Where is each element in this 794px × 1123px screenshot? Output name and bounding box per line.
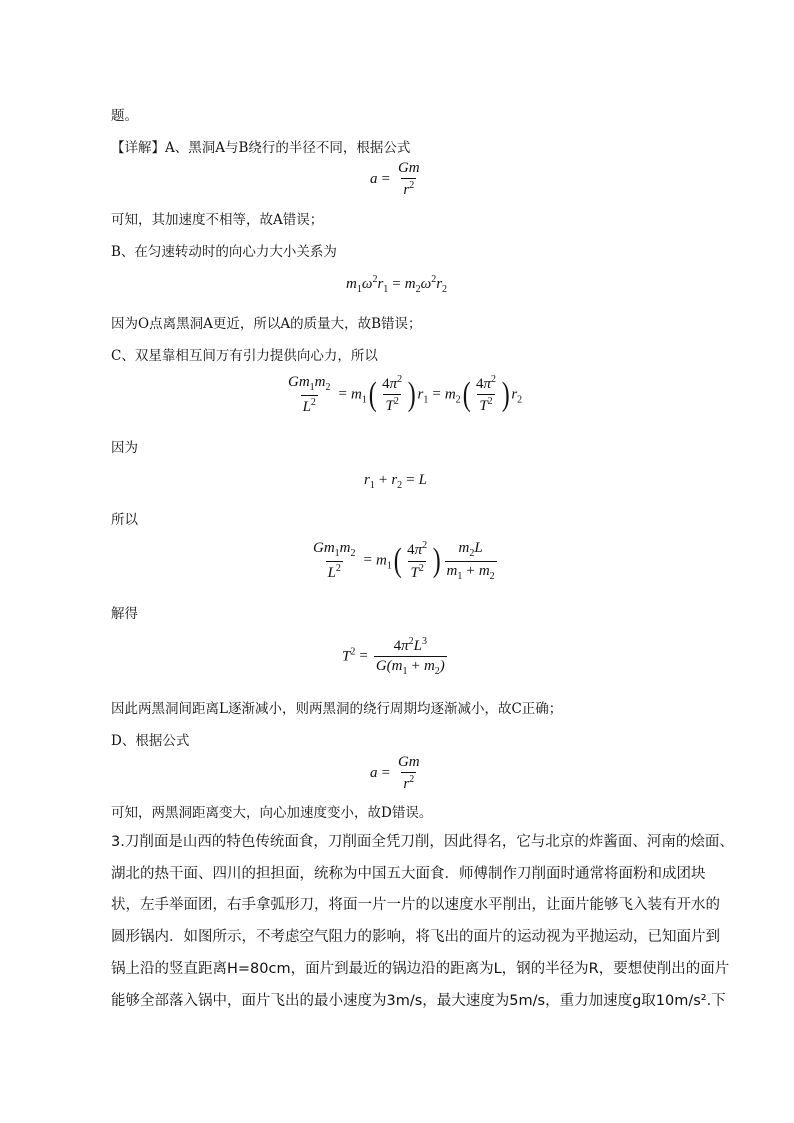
equation-centripetal-force: $m_1\omega^2r_1 = m_2\omega^2r_2$ xyxy=(346,274,448,295)
text-line: 解得 xyxy=(111,606,138,622)
equation-substitution: $\frac{Gm_1m_2}{L^2}$ = $m_1$( $\frac{4\pi^2}{T^2}$ ) $\frac{m_2L}{m_1 + m_2}$ xyxy=(313,540,495,582)
question-line: 圆形锅内．如图所示，不考虑空气阻力的影响，将飞出的面片的运动视为平抛运动，已知面片到 xyxy=(111,929,720,945)
equation-acceleration: a = $\frac{Gm}{r^2}$ xyxy=(370,160,420,199)
text-line: 可知，两黑洞距离变大，向心加速度变小，故D错误。 xyxy=(111,805,433,821)
text-line: D、根据公式 xyxy=(111,733,190,749)
text-line: 【详解】A、黑洞A与B绕行的半径不同，根据公式 xyxy=(111,140,411,156)
equation-period: $T^2$ = $\frac{4\pi^2L^3}{G(m_1 + m_2)}$ xyxy=(342,636,445,678)
equation-radius-sum: $r_1 + r_2 = L$ xyxy=(364,472,427,491)
text-line: 因此两黑洞间距离L逐渐减小，则两黑洞的绕行周期均逐渐减小，故C正确； xyxy=(111,701,563,717)
text-line: B、在匀速转动时的向心力大小关系为 xyxy=(111,244,337,260)
question-line: 锅上沿的竖直距离H=80cm，面片到最近的锅边沿的距离为L，钢的半径为R，要想使削出的面片 xyxy=(111,961,730,977)
text-line: 题。 xyxy=(111,108,138,124)
question-line: 湖北的热干面、四川的担担面，统称为中国五大面食．师傅制作刀削面时通常将面粉和成团块 xyxy=(111,866,706,882)
text-line: 因为 xyxy=(111,440,138,456)
text-line: 可知，其加速度不相等，故A错误； xyxy=(111,212,324,228)
equation-gravitation: $\frac{Gm_1m_2}{L^2}$ = $m_1$( $\frac{4\pi^2}{T^2}$ ) $r_1 = m_2$( $\frac{4\pi^2}{T^2}$ ) $r_2$ xyxy=(288,374,523,415)
question-line: 3.刀削面是山西的特色传统面食，刀削面全凭刀削，因此得名，它与北京的炸酱面、河南的烩面、 xyxy=(111,834,734,850)
text-line: 所以 xyxy=(111,512,138,528)
question-line: 能够全部落入锅中，面片飞出的最小速度为3m/s，最大速度为5m/s，重力加速度g取10m/s².下 xyxy=(111,993,726,1009)
equation-acceleration-2: a = $\frac{Gm}{r^2}$ xyxy=(370,754,420,793)
question-line: 状，左手举面团，右手拿弧形刀，将面一片一片的以速度水平削出，让面片能够飞入装有开水的 xyxy=(111,897,720,913)
text-line: C、双星靠相互间万有引力提供向心力，所以 xyxy=(111,348,378,364)
text-line: 因为O点离黑洞A更近，所以A的质量大，故B错误； xyxy=(111,316,422,332)
